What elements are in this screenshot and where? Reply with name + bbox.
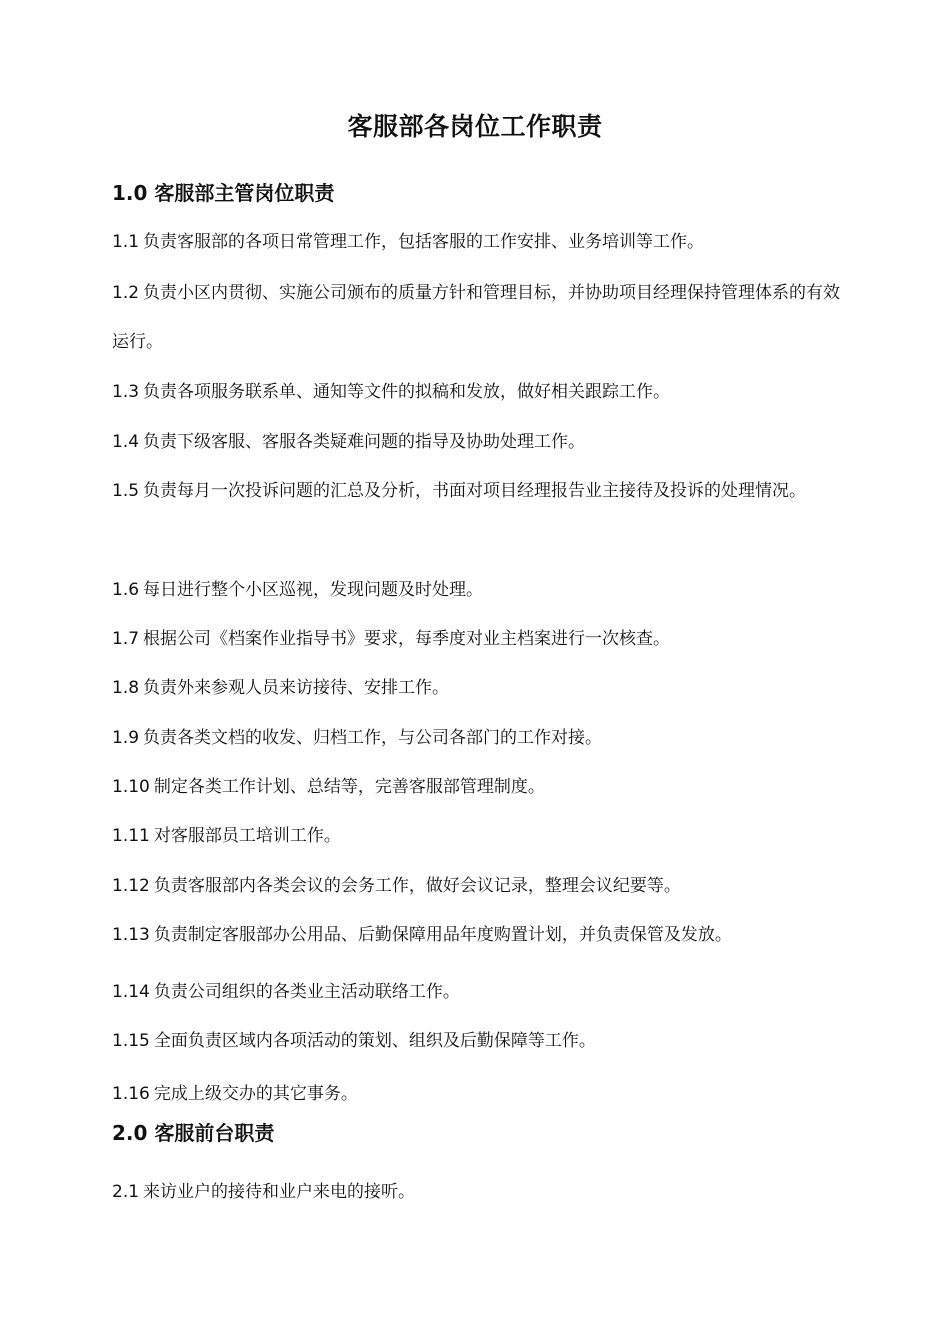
item-text: 负责制定客服部办公用品、后勤保障用品年度购置计划，并负责保管及发放。 <box>153 925 732 945</box>
item-text: 对客服部员工培训工作。 <box>153 826 341 846</box>
item-number: 1.16 <box>112 1084 150 1104</box>
list-item <box>112 218 842 267</box>
list-item <box>112 763 842 812</box>
item-text: 负责各项服务联系单、通知等文件的拟稿和发放，做好相关跟踪工作。 <box>143 382 671 402</box>
list-item <box>112 467 842 516</box>
section-heading: 2.0 客服前台职责 <box>112 1121 275 1145</box>
item-number: 1.11 <box>112 826 150 846</box>
list-item <box>112 418 842 467</box>
item-number: 1.1 <box>112 232 140 252</box>
list-item <box>112 615 842 664</box>
item-text: 负责每月一次投诉问题的汇总及分析，书面对项目经理报告业主接待及投诉的处理情况。 <box>143 481 807 501</box>
list-item <box>112 862 842 911</box>
item-text: 每日进行整个小区巡视，发现问题及时处理。 <box>143 580 484 600</box>
item-number: 1.7 <box>112 629 140 649</box>
item-text: 制定各类工作计划、总结等，完善客服部管理制度。 <box>153 777 545 797</box>
item-number: 1.4 <box>112 432 140 452</box>
list-item <box>112 1168 842 1217</box>
item-number: 1.6 <box>112 580 140 600</box>
list-item <box>112 1017 842 1066</box>
item-number: 1.9 <box>112 728 140 748</box>
document-title: 客服部各岗位工作职责 <box>347 112 603 141</box>
item-text: 负责客服部内各类会议的会务工作，做好会议记录，整理会议纪要等。 <box>153 876 681 896</box>
item-text: 负责客服部的各项日常管理工作，包括客服的工作安排、业务培训等工作。 <box>143 232 705 252</box>
item-text: 负责各类文档的收发、归档工作，与公司各部门的工作对接。 <box>143 728 603 748</box>
item-text: 来访业户的接待和业户来电的接听。 <box>143 1182 416 1202</box>
list-item <box>112 812 842 861</box>
list-item <box>112 968 842 1017</box>
item-number: 2.1 <box>112 1182 140 1202</box>
item-text: 负责小区内贯彻、实施公司颁布的质量方针和管理目标，并协助项目经理保持管理体系的有效运行。 <box>112 283 841 352</box>
item-text: 负责下级客服、客服各类疑难问题的指导及协助处理工作。 <box>143 432 586 452</box>
item-number: 1.13 <box>112 925 150 945</box>
item-number: 1.14 <box>112 982 150 1002</box>
item-number: 1.2 <box>112 283 140 303</box>
item-text: 完成上级交办的其它事务。 <box>153 1084 358 1104</box>
list-item <box>112 1070 842 1119</box>
item-number: 1.8 <box>112 678 140 698</box>
item-text: 负责外来参观人员来访接待、安排工作。 <box>143 678 450 698</box>
item-number: 1.12 <box>112 876 150 896</box>
item-number: 1.3 <box>112 382 140 402</box>
list-item <box>112 911 842 960</box>
item-text: 根据公司《档案作业指导书》要求，每季度对业主档案进行一次核查。 <box>143 629 671 649</box>
section-heading: 1.0 客服部主管岗位职责 <box>112 181 335 205</box>
item-text: 全面负责区域内各项活动的策划、组织及后勤保障等工作。 <box>153 1031 596 1051</box>
item-number: 1.15 <box>112 1031 150 1051</box>
list-item <box>112 714 842 763</box>
list-item <box>112 664 842 713</box>
list-item <box>112 566 842 615</box>
list-item <box>112 269 842 367</box>
list-item <box>112 368 842 417</box>
item-number: 1.5 <box>112 481 140 501</box>
item-number: 1.10 <box>112 777 150 797</box>
item-text: 负责公司组织的各类业主活动联络工作。 <box>153 982 460 1002</box>
